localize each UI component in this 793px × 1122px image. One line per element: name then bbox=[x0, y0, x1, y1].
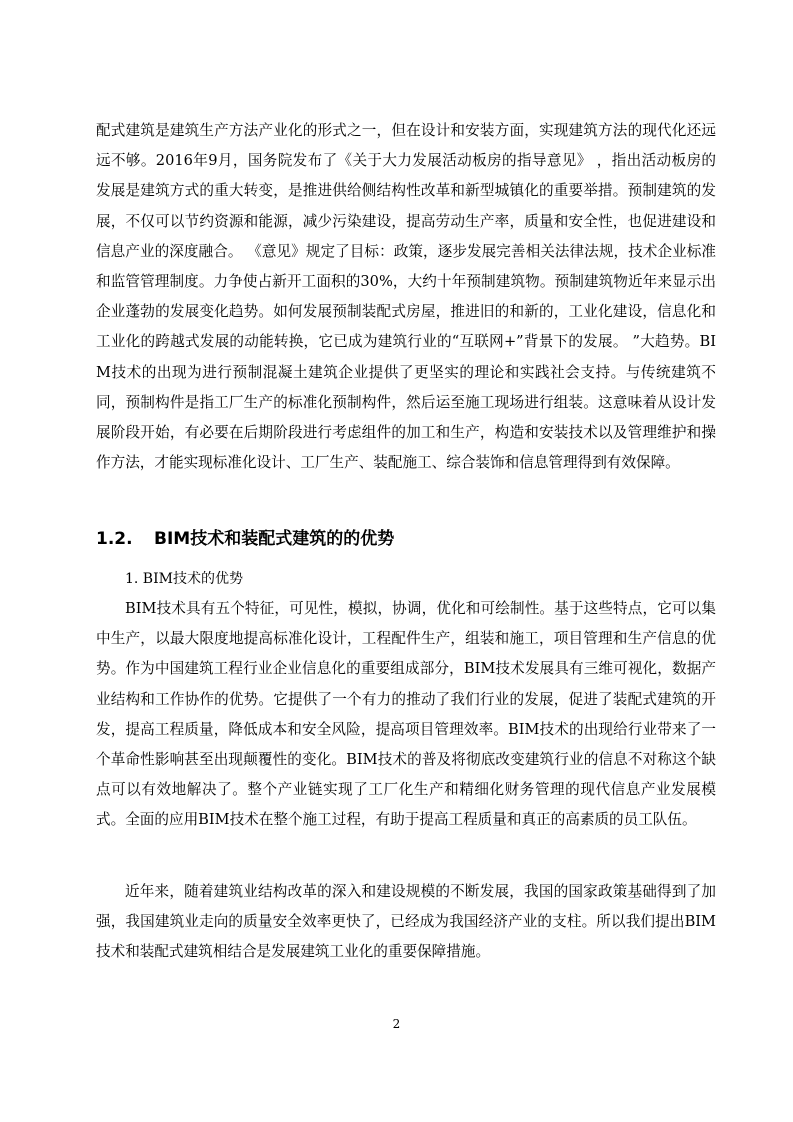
section-number: 1.2. bbox=[96, 529, 133, 549]
section-heading bbox=[96, 522, 716, 556]
recent-development-paragraph: 近年来，随着建筑业结构改革的深入和建设规模的不断发展，我国的国家政策基础得到了加强，我国建筑业走向的质量安全效率更快了，已经成为我国经济产业的支柱。所以我们提出BIM技术和装配式建筑相结合是发展建筑工业化的重要保障措施。 bbox=[96, 883, 716, 961]
section-title: BIM技术和装配式建筑的的优势 bbox=[154, 529, 395, 549]
page-number: 2 bbox=[392, 1017, 401, 1031]
subsection-heading: 1. BIM技术的优势 bbox=[125, 571, 243, 587]
intro-paragraph: 配式建筑是建筑生产方法产业化的形式之一，但在设计和安装方面，实现建筑方法的现代化还远远不够。2016年9月，国务院发布了《关于大力发展活动板房的指导意见》 ，指出活动板房的发展是建筑方式的重大转变，是推进供给侧结构性改革和新型城镇化的重要举措。预制建筑的发展，不仅可以节约资源和能源，减少污染建设，提高劳动生产率，质量和安全性，也促进建设和信息产业的深度融合。 《意见》规定了目标：政策，逐步发展完善相关法律法规，技术企业标准和监管管理制度。力争使占新开工面积的30%，大约十年预制建筑物。预制建筑物近年来显示出企业蓬勃的发展变化趋势。如何发展预制装配式房屋，推进旧的和新的，工业化建设，信息化和工业化的跨越式发展的动能转换，它已成为建筑行业的“互联网+”背景下的发展。 ”大趋势。BIM技术的出现为进行预制混凝土建筑企业提供了更坚实的理论和实践社会支持。与传统建筑不同，预制构件是指工厂生产的标准化预制构件，然后运至施工现场进行组装。这意味着从设计发展阶段开始，有必要在后期阶段进行考虑组件的加工和生产，构造和安装技术以及管理维护和操作方法，才能实现标准化设计、工厂生产、装配施工、综合装饰和信息管理得到有效保障。 bbox=[96, 122, 716, 472]
bim-advantages-paragraph: BIM技术具有五个特征，可见性，模拟，协调，优化和可绘制性。基于这些特点，它可以集中生产，以最大限度地提高标准化设计，工程配件生产，组装和施工，项目管理和生产信息的优势。作为中国建筑工程行业企业信息化的重要组成部分，BIM技术发展具有三维可视化，数据产业结构和工作协作的优势。它提供了一个有力的推动了我们行业的发展，促进了装配式建筑的开发，提高工程质量，降低成本和安全风险，提高项目管理效率。BIM技术的出现给行业带来了一个革命性影响甚至出现颠覆性的变化。BIM技术的普及将彻底改变建筑行业的信息不对称这个缺点可以有效地解决了。整个产业链实现了工厂化生产和精细化财务管理的现代信息产业发展模式。全面的应用BIM技术在整个施工过程，有助于提高工程质量和真正的高素质的员工队伍。 bbox=[96, 600, 716, 829]
